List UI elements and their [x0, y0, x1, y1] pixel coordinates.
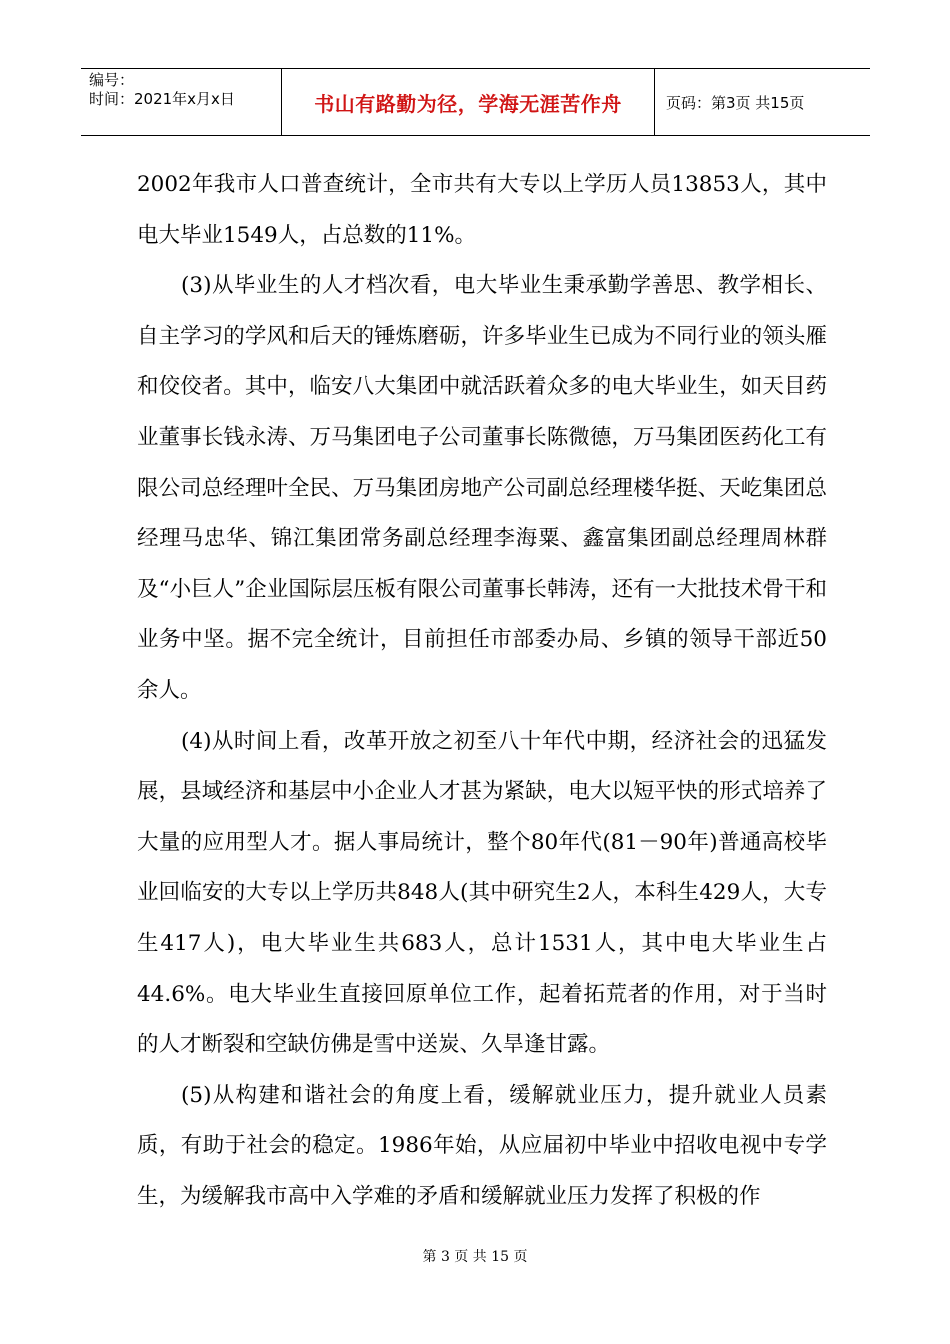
- page-footer: 第 3 页 共 15 页: [422, 1249, 528, 1265]
- header-motto: 书山有路勤为径，学海无涯苦作舟: [282, 69, 655, 135]
- header-meta-cell: [81, 69, 282, 135]
- paragraph-4: (5)从构建和谐社会的角度上看，缓解就业压力，提升就业人员素质，有助于社会的稳定。1986年始，从应届初中毕业中招收电视中专学生，为缓解我市高中入学难的矛盾和缓解就业压力发挥了积极的作: [137, 1082, 827, 1209]
- document-body: [137, 160, 827, 1222]
- page-header: [81, 68, 870, 136]
- paragraph-1: 2002年我市人口普查统计，全市共有大专以上学历人员13853人，其中电大毕业1549人，占总数的11%。: [137, 172, 827, 248]
- paragraph-3: (4)从时间上看，改革开放之初至八十年代中期，经济社会的迅猛发展，县域经济和基层中小企业人才甚为紧缺，电大以短平快的形式培养了大量的应用型人才。据人事局统计，整个80年代(81－90年)普通高校毕业回临安的大专以上学历共848人(其中研究生2人，本科生429人，大专生417人)，电大毕业生共683人，总计1531人，其中电大毕业生占44.6%。电大毕业生直接回原单位工作，起着拓荒者的作用，对于当时的人才断裂和空缺仿佛是雪中送炭、久旱逢甘露。: [137, 728, 827, 1058]
- header-page-info: 页码：第3页 共15页: [666, 93, 805, 112]
- document-time-label: 时间：2021年x月x日: [89, 90, 235, 108]
- paragraph-2: (3)从毕业生的人才档次看，电大毕业生秉承勤学善思、教学相长、自主学习的学风和后天的锤炼磨砺，许多毕业生已成为不同行业的领头雁和佼佼者。其中，临安八大集团中就活跃着众多的电大毕业生，如天目药业董事长钱永涛、万马集团电子公司董事长陈微德，万马集团医药化工有限公司总经理叶全民、万马集团房地产公司副总经理楼华挺、天屹集团总经理马忠华、锦江集团常务副总经理李海粟、鑫富集团副总经理周林群及“小巨人”企业国际层压板有限公司董事长韩涛，还有一大批技术骨干和业务中坚。据不完全统计，目前担任市部委办局、乡镇的领导干部近50余人。: [137, 273, 827, 703]
- document-number-label: 编号：: [89, 71, 135, 89]
